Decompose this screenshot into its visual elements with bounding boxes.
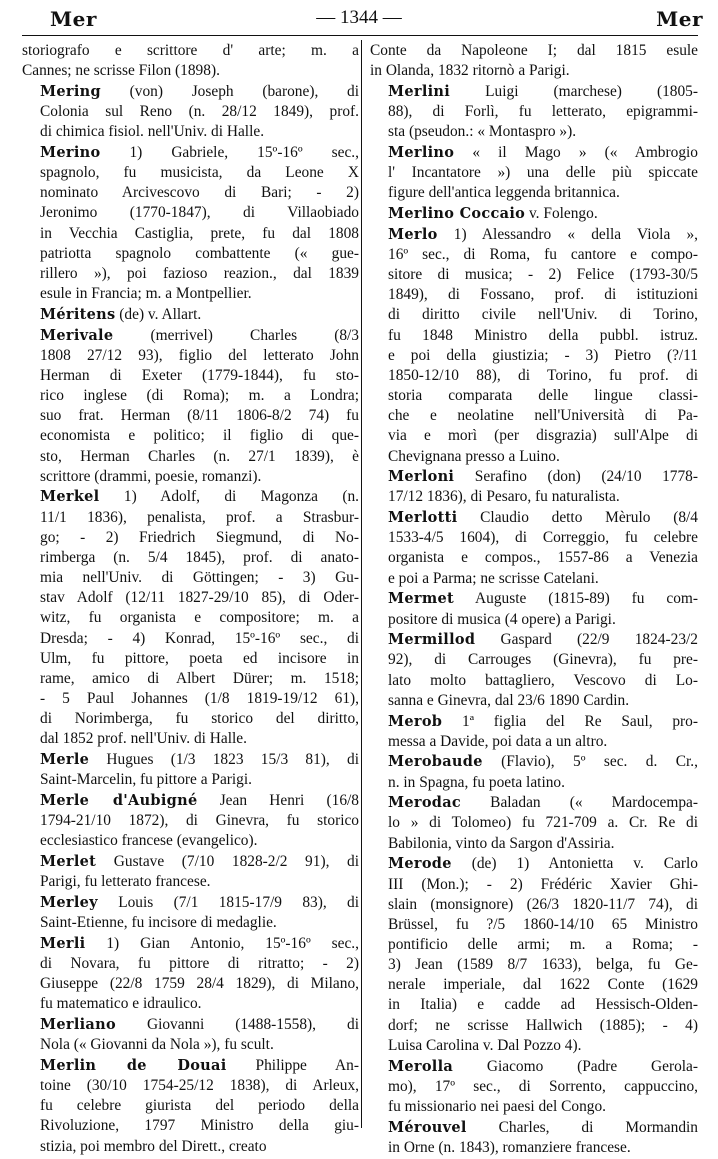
entry-text: Parigi, fu letterato francese. — [40, 873, 211, 891]
entry-text: Saint-Etienne, fu incisore di medaglie. — [40, 914, 277, 932]
entry-text: spagnolo, fu musicista, da Leone X — [40, 164, 359, 182]
entry-line — [22, 508, 359, 528]
entry-line — [22, 608, 359, 628]
entry-text: Louis (7/1 1815-17/9 83), di — [97, 893, 359, 911]
entry-line — [370, 1138, 698, 1158]
entry-text: e poi a Parma; ne scrisse Catelani. — [388, 569, 599, 587]
entry-line — [22, 366, 359, 386]
entry-text: Giovanni (1488-1558), di — [115, 1016, 359, 1034]
entry-text: positore di musica (4 opere) a Parigi. — [388, 610, 616, 628]
entry-line — [22, 588, 359, 608]
entry-text: Jean Henri (16/8 — [197, 791, 359, 809]
entry-text: storia comparata delle lingue classi- — [388, 387, 698, 405]
entry-headword: Merli — [40, 934, 86, 952]
entry-text: 88), di Forlì, fu letterato, epigrammi- — [388, 103, 698, 121]
entry-line — [22, 791, 359, 811]
entry-line — [370, 285, 698, 305]
entry-line — [22, 1076, 359, 1096]
column-divider — [361, 40, 362, 1128]
entry-line — [370, 143, 698, 163]
entry-text: Claudio detto Mèrulo (8/4 — [457, 509, 698, 527]
entry-line — [370, 650, 698, 670]
entry-text: di Novara, fu pittore di ritratto; - 2) — [40, 954, 359, 972]
dictionary-entry — [370, 508, 698, 589]
entry-line — [22, 41, 359, 61]
dictionary-entry — [370, 712, 698, 752]
entry-headword: Merlotti — [388, 509, 458, 527]
right-column — [370, 41, 698, 1159]
entry-line — [22, 447, 359, 467]
entry-line — [370, 245, 698, 265]
entry-line — [22, 143, 359, 163]
entry-line — [370, 548, 698, 568]
entry-line — [22, 954, 359, 974]
dictionary-entry — [370, 82, 698, 142]
entry-line — [370, 610, 698, 630]
entry-line — [22, 326, 359, 346]
entry-headword: Merkel — [40, 488, 100, 506]
entry-line — [22, 994, 359, 1014]
entry-text: in Orne (n. 1843), romanziere francese. — [388, 1138, 631, 1156]
entry-text: e poi della giustizia; - 3) Pietro (?/11 — [388, 346, 698, 364]
entry-text: toine (30/10 1754-25/12 1838), di Arleux, — [40, 1077, 359, 1095]
entry-text: v. Folengo. — [525, 205, 598, 223]
entry-headword: Merobaude — [388, 753, 483, 771]
entry-text: Rivoluzione, 1797 Ministro della giu- — [40, 1117, 359, 1135]
entry-line — [370, 41, 698, 61]
entry-headword: Mering — [40, 82, 101, 100]
entry-headword: Merlino — [388, 143, 455, 161]
entry-line — [370, 163, 698, 183]
entry-line — [370, 569, 698, 589]
entry-line — [370, 1016, 698, 1036]
entry-text: dorf; ne scrisse Hallwich (1885); - 4) — [388, 1016, 698, 1034]
entry-text: Hugues (1/3 1823 15/3 81), di — [89, 751, 359, 769]
entry-line — [370, 935, 698, 955]
entry-line — [370, 225, 698, 245]
entry-line — [22, 831, 359, 851]
entry-text: 11/1 1836), penalista, prof. a Strasbur- — [40, 508, 359, 526]
dictionary-entry — [370, 143, 698, 203]
entry-line — [370, 915, 698, 935]
entry-text: slain (monsignore) (26/3 1820-11/7 74), di — [388, 895, 698, 913]
entry-headword: Merlini — [388, 82, 451, 100]
left-column — [22, 41, 359, 1157]
entry-headword: Mermillod — [388, 631, 476, 649]
entry-line — [370, 995, 698, 1015]
entry-line — [370, 406, 698, 426]
entry-text: Luigi (marchese) (1805- — [450, 82, 698, 100]
entry-line — [22, 1116, 359, 1136]
entry-text: Charles, di Mormandin — [466, 1118, 698, 1136]
entry-line — [22, 568, 359, 588]
entry-line — [22, 305, 359, 325]
dictionary-entry — [22, 1015, 359, 1055]
entry-line — [370, 183, 698, 203]
entry-text: sitore di musica; - 2) Felice (1793-30/5 — [388, 266, 698, 284]
entry-text: III (Mon.); - 2) Frédéric Xavier Ghi- — [388, 875, 698, 893]
dictionary-entry — [370, 793, 698, 853]
entry-line — [22, 346, 359, 366]
entry-line — [22, 487, 359, 507]
entry-line — [370, 122, 698, 142]
entry-text: Baladan (« Mardocempa- — [461, 794, 698, 812]
entry-text: Jeronimo (1770-1847), di Villaobiado — [40, 204, 359, 222]
entry-line — [370, 589, 698, 609]
entry-line — [370, 346, 698, 366]
entry-line — [22, 467, 359, 487]
entry-text: Gustave (7/10 1828-2/2 91), di — [96, 853, 359, 870]
entry-line — [22, 102, 359, 122]
entry-headword: Merlin de Douai — [40, 1056, 227, 1074]
entry-text: 1) Alessandro « della Viola », — [437, 225, 698, 243]
entry-headword: Merode — [388, 855, 452, 873]
entry-line — [370, 691, 698, 711]
entry-text: rillero »), poi fazioso reazion., dal 1839 — [40, 264, 359, 282]
entry-line — [22, 893, 359, 913]
dictionary-entry — [22, 1056, 359, 1157]
entry-line — [22, 244, 359, 264]
entry-line — [370, 875, 698, 895]
entry-text: nerale imperiale, dal 1622 Conte (1629 — [388, 976, 698, 994]
entry-text: patriotta spagnolo combattente (« gue- — [40, 244, 359, 262]
entry-text: nominato Arcivescovo di Bari; - 2) — [40, 184, 359, 202]
entry-text: (merrivel) Charles (8/3 — [113, 326, 359, 344]
dictionary-entry — [22, 305, 359, 325]
entry-line — [22, 548, 359, 568]
entry-text: figure dell'antica leggenda britannica. — [388, 184, 620, 202]
entry-line — [22, 974, 359, 994]
entry-text: l' Incantatore ») una delle più spiccate — [388, 164, 698, 182]
entry-line — [22, 750, 359, 770]
entry-line — [370, 204, 698, 224]
entry-headword: Merolla — [388, 1057, 454, 1075]
entry-line — [370, 712, 698, 732]
entry-text: 1533-4/5 1604), di Correggio, fu celebre — [388, 529, 698, 547]
entry-line — [370, 326, 698, 346]
entry-line — [22, 61, 359, 81]
entry-text: Colonia sul Reno (n. 28/12 1849), prof. — [40, 103, 359, 121]
dictionary-entry — [370, 225, 698, 467]
entry-headword: Méritens — [40, 305, 116, 323]
entry-text: Saint-Marcelin, fu pittore a Parigi. — [40, 771, 252, 789]
entry-text: 1ª figlia del Re Saul, pro- — [442, 712, 698, 730]
entry-line — [22, 729, 359, 749]
entry-text: storiografo e scrittore d' arte; m. a — [22, 42, 359, 59]
entry-line — [370, 1036, 698, 1056]
dictionary-entry — [370, 1118, 698, 1158]
entry-text: in Vecchia Castiglia, prete, fu dal 1808 — [40, 224, 359, 242]
entry-line — [370, 82, 698, 102]
dictionary-entry — [370, 854, 698, 1056]
entry-continuation — [22, 41, 359, 81]
entry-line — [370, 265, 698, 285]
entry-text: rico inglese (di Roma); m. a Londra; — [40, 387, 359, 405]
entry-line — [370, 426, 698, 446]
entry-line — [22, 1056, 359, 1076]
entry-line — [22, 709, 359, 729]
entry-line — [22, 689, 359, 709]
entry-text: (von) Joseph (barone), di — [100, 82, 359, 100]
entry-line — [22, 386, 359, 406]
entry-text: lato molto battagliero, Vescovo di Lo- — [388, 671, 698, 689]
entry-text: 3) Jean (1589 8/7 1633), belga, fu Ge- — [388, 956, 698, 974]
entry-text: di diritto civile nell'Univ. di Torino, — [388, 306, 698, 324]
dictionary-entry — [370, 1057, 698, 1117]
entry-text: lo » di Tolomeo) fu 721-709 a. Cr. Re di — [388, 814, 698, 832]
page-number: — 1344 — — [316, 7, 402, 28]
dictionary-entry — [22, 750, 359, 790]
entry-text: fu celebre giurista del periodo della — [40, 1097, 359, 1115]
entry-text: messa a Davide, poi data a un altro. — [388, 732, 608, 750]
entry-text: (de) v. Allart. — [115, 305, 202, 323]
entry-text: organista e compos., 1557-86 a Venezia — [388, 549, 698, 567]
entry-text: 1) Adolf, di Magonza (n. — [99, 488, 359, 506]
entry-line — [370, 834, 698, 854]
entry-line — [370, 752, 698, 772]
entry-line — [22, 852, 359, 872]
entry-line — [22, 1035, 359, 1055]
entry-line — [22, 203, 359, 223]
entry-text: n. in Spagna, fu poeta latino. — [388, 773, 565, 791]
entry-line — [22, 528, 359, 548]
entry-text: via e morì (per disgrazia) sull'Alpe di — [388, 427, 698, 445]
header-right-word: Mer — [656, 7, 703, 31]
entry-line — [370, 1077, 698, 1097]
header-left-word: Mer — [50, 7, 97, 31]
entry-text: 1850-12/10 88), di Torino, fu prof. di — [388, 366, 698, 384]
entry-text: di chimica fisiol. nell'Univ. di Halle. — [40, 123, 265, 141]
entry-text: rame, amico di Albert Dürer; m. 1518; — [40, 669, 359, 687]
entry-text: Auguste (1815-89) fu com- — [453, 590, 698, 608]
entry-text: 1808 27/12 93), figlio del letterato John — [40, 346, 359, 364]
dictionary-entry — [370, 204, 698, 224]
entry-text: Conte da Napoleone I; dal 1815 esule — [370, 42, 698, 59]
entry-line — [370, 793, 698, 813]
entry-text: witz, fu organista e compositore; m. a — [40, 609, 359, 627]
entry-line — [22, 934, 359, 954]
dictionary-entry — [370, 630, 698, 711]
entry-text: 17/12 1836), di Pesaro, fu naturalista. — [388, 488, 620, 506]
entry-line — [22, 770, 359, 790]
entry-text: di Norimberga, fu storico del diritto, — [40, 710, 359, 728]
dictionary-entry — [370, 589, 698, 629]
dictionary-entry — [22, 326, 359, 487]
entry-text: suo frat. Herman (8/11 1806-8/2 74) fu — [40, 407, 359, 425]
entry-text: stizia, poi membro del Dirett., creato — [40, 1137, 267, 1155]
entry-text: ecclesiastico francese (evangelico). — [40, 832, 258, 850]
header-rule — [22, 35, 698, 36]
entry-text: economista e politico; il figlio di que- — [40, 427, 359, 445]
entry-text: - 5 Paul Johannes (1/8 1819-19/12 61), — [40, 689, 359, 707]
entry-text: in Olanda, 1832 ritornò a Parigi. — [370, 62, 570, 80]
entry-line — [370, 447, 698, 467]
entry-text: dal 1852 prof. nell'Univ. di Halle. — [40, 730, 247, 748]
entry-line — [370, 528, 698, 548]
entry-text: 1849), di Fossano, prof. di istituzioni — [388, 286, 698, 304]
dictionary-entry — [22, 487, 359, 749]
entry-text: Luisa Carolina v. Dal Pozzo 4). — [388, 1036, 582, 1054]
entry-text: in Italia) e cadde ad Hessisch-Olden- — [388, 996, 698, 1014]
entry-text: Gaspard (22/9 1824-23/2 — [475, 631, 698, 649]
entry-line — [370, 102, 698, 122]
entry-headword: Merlino Coccaio — [388, 205, 526, 223]
entry-line — [22, 426, 359, 446]
entry-line — [22, 284, 359, 304]
entry-text: Nola (« Giovanni da Nola »), fu scult. — [40, 1036, 274, 1054]
entry-line — [370, 732, 698, 752]
entry-line — [370, 813, 698, 833]
entry-text: Babilonia, vinto da Sargon d'Assiria. — [388, 834, 615, 852]
entry-line — [22, 669, 359, 689]
entry-line — [22, 183, 359, 203]
entry-text: (de) 1) Antonietta v. Carlo — [451, 855, 698, 873]
entry-line — [370, 366, 698, 386]
entry-text: 1) Gian Antonio, 15º-16º sec., — [85, 934, 359, 952]
entry-text: esule in Francia; m. a Montpellier. — [40, 285, 252, 303]
entry-line — [370, 508, 698, 528]
dictionary-entry — [22, 82, 359, 142]
entry-text: 1794-21/10 1872), di Ginevra, fu storico — [40, 812, 359, 830]
entry-text: « il Mago » (« Ambrogio — [454, 143, 698, 161]
entry-line — [22, 811, 359, 831]
dictionary-entry — [22, 143, 359, 304]
entry-line — [22, 913, 359, 933]
entry-line — [370, 630, 698, 650]
entry-text: Giacomo (Padre Gerola- — [453, 1057, 698, 1075]
entry-line — [370, 487, 698, 507]
entry-text: 92), di Carrouges (Ginevra), fu pre- — [388, 651, 698, 669]
entry-line — [370, 671, 698, 691]
entry-headword: Merle d'Aubigné — [40, 791, 198, 809]
dictionary-entry — [22, 893, 359, 933]
dictionary-entry — [370, 467, 698, 507]
entry-headword: Merlet — [40, 853, 97, 870]
entry-line — [370, 467, 698, 487]
entry-line — [370, 895, 698, 915]
entry-headword: Merob — [388, 712, 443, 730]
entry-line — [370, 975, 698, 995]
entry-text: scrittore (drammi, poesie, romanzi). — [40, 467, 262, 485]
dictionary-entry — [22, 934, 359, 1015]
entry-headword: Merley — [40, 893, 98, 911]
entry-text: che e neolatine nell'Università di Pa- — [388, 407, 698, 425]
entry-line — [22, 122, 359, 142]
entry-line — [370, 1118, 698, 1138]
entry-line — [22, 224, 359, 244]
entry-text: Giuseppe (22/8 1759 28/4 1829), di Milano, — [40, 975, 359, 993]
dictionary-entry — [22, 791, 359, 851]
entry-text: Serafino (don) (24/10 1778- — [454, 468, 698, 486]
entry-text: pontificio delle armi; m. a Roma; - — [388, 936, 698, 953]
entry-text: Ulm, fu pittore, poeta ed incisore in — [40, 649, 359, 667]
entry-line — [370, 1057, 698, 1077]
dictionary-entry — [370, 752, 698, 792]
entry-line — [370, 305, 698, 325]
entry-line — [22, 264, 359, 284]
entry-headword: Mérouvel — [388, 1118, 467, 1136]
entry-text: mia nell'Univ. di Göttingen; - 3) Gu- — [40, 569, 359, 587]
entry-text: 16º sec., di Roma, fu cantore e compo- — [388, 245, 698, 263]
page-header — [0, 0, 718, 40]
entry-text: sanna e Ginevra, dal 23/6 1890 Cardin. — [388, 691, 630, 709]
entry-line — [370, 1097, 698, 1117]
entry-text: mo), 17º sec., di Sorrento, cappuccino, — [388, 1077, 698, 1095]
entry-text: fu matematico e idraulico. — [40, 995, 202, 1013]
entry-text: rimberga (n. 5/4 1845), prof. di anato- — [40, 548, 359, 566]
entry-text: Philippe An- — [226, 1056, 359, 1074]
entry-line — [22, 406, 359, 426]
entry-line — [22, 1015, 359, 1035]
entry-text: (Flavio), 5º sec. d. Cr., — [482, 753, 698, 771]
entry-line — [22, 1096, 359, 1116]
entry-line — [22, 872, 359, 892]
entry-line — [22, 649, 359, 669]
entry-text: Brüssel, fu ?/5 1860-14/10 65 Ministro — [388, 915, 698, 933]
entry-headword: Merodac — [388, 794, 462, 812]
entry-text: sto, Herman Charles (n. 27/1 1839), è — [40, 447, 359, 465]
entry-continuation — [370, 41, 698, 81]
entry-text: Dresda; - 4) Konrad, 15º-16º sec., di — [40, 629, 359, 647]
dictionary-entry — [22, 852, 359, 892]
entry-text: Herman di Exeter (1779-1844), fu sto- — [40, 366, 359, 384]
entry-headword: Merino — [40, 143, 101, 161]
entry-line — [370, 955, 698, 975]
entry-headword: Merlo — [388, 225, 438, 243]
entry-headword: Merliano — [40, 1016, 116, 1034]
entry-line — [370, 386, 698, 406]
entry-headword: Merivale — [40, 326, 114, 344]
entry-line — [370, 854, 698, 874]
entry-text: stav Adolf (12/11 1827-29/10 85), di Oder- — [40, 589, 359, 607]
entry-text: fu 1848 Ministro della pubbl. istruz. — [388, 326, 698, 344]
entry-text: fu missionario nei paesi del Congo. — [388, 1097, 607, 1115]
entry-line — [370, 773, 698, 793]
entry-text: sta (pseudon.: « Montaspro »). — [388, 123, 577, 141]
entry-line — [22, 82, 359, 102]
entry-headword: Mermet — [388, 590, 454, 608]
entry-line — [22, 629, 359, 649]
entry-text: Chevignana presso a Luino. — [388, 447, 560, 465]
entry-text: 1) Gabriele, 15º-16º sec., — [100, 143, 359, 161]
entry-text: go; - 2) Friedrich Siegmund, di No- — [40, 528, 359, 546]
entry-headword: Merloni — [388, 468, 455, 486]
entry-text: Cannes; ne scrisse Filon (1898). — [22, 62, 220, 80]
entry-headword: Merle — [40, 751, 90, 769]
entry-line — [22, 163, 359, 183]
entry-line — [22, 1137, 359, 1157]
entry-line — [370, 61, 698, 81]
